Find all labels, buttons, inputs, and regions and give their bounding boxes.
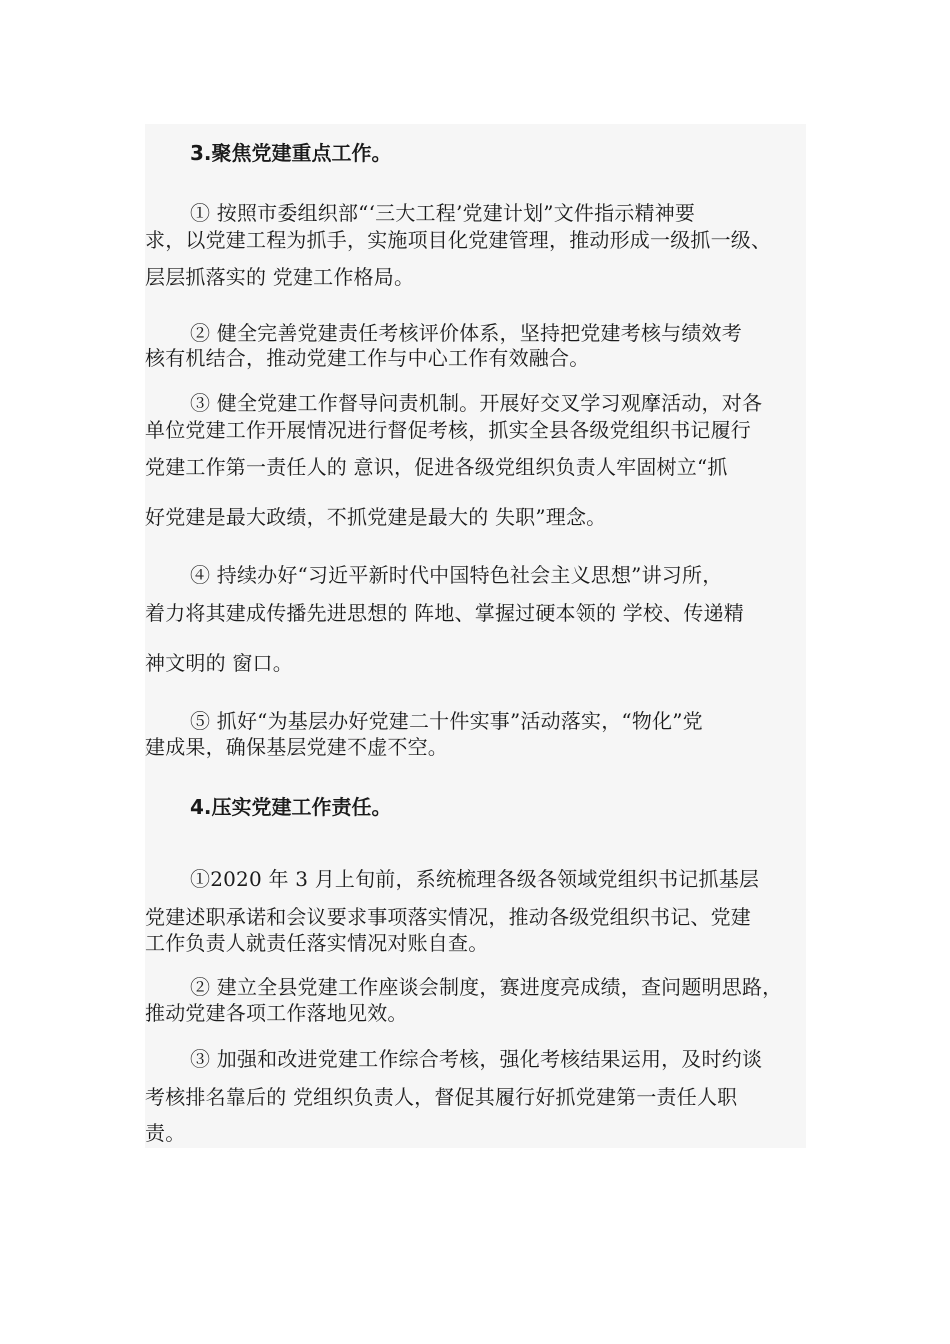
paragraph-line: 党建述职承诺和会议要求事项落实情况，推动各级党组织书记、党建 (145, 905, 751, 929)
paragraph-line: ⑤ 抓好“为基层办好党建二十件实事”活动落实，“物化”党 (190, 709, 703, 733)
paragraph-line: ② 健全完善党建责任考核评价体系，坚持把党建考核与绩效考 (190, 321, 742, 345)
paragraph-line: ④ 持续办好“习近平新时代中国特色社会主义思想”讲习所， (190, 563, 723, 587)
paragraph-line: 求，以党建工程为抓手，实施项目化党建管理，推动形成一级抓一级、 (145, 228, 772, 252)
paragraph-line: 神文明的 窗口。 (145, 651, 293, 675)
paragraph-line: 建成果，确保基层党建不虚不空。 (145, 735, 448, 759)
document-page-content (145, 124, 806, 1148)
paragraph-line: ③ 健全党建工作督导问责机制。开展好交叉学习观摩活动，对各 (190, 391, 763, 415)
paragraph-line: 核有机结合，推动党建工作与中心工作有效融合。 (145, 346, 590, 370)
paragraph-line: 责。 (145, 1121, 186, 1145)
paragraph-line: 好党建是最大政绩，不抓党建是最大的 失职”理念。 (145, 505, 607, 529)
section-3-heading: 3.聚焦党建重点工作。 (190, 141, 392, 165)
paragraph-line: ② 建立全县党建工作座谈会制度，赛进度亮成绩，查问题明思路， (190, 975, 783, 999)
paragraph-line: 层层抓落实的 党建工作格局。 (145, 265, 415, 289)
paragraph-line: 党建工作第一责任人的 意识，促进各级党组织负责人牢固树立“抓 (145, 455, 728, 479)
paragraph-line: ①2020 年 3 月上旬前，系统梳理各级各领域党组织书记抓基层 (190, 867, 760, 891)
section-4-heading: 4.压实党建工作责任。 (190, 795, 392, 819)
paragraph-line: 工作负责人就责任落实情况对账自查。 (145, 931, 489, 955)
paragraph-line: 着力将其建成传播先进思想的 阵地、掌握过硬本领的 学校、传递精 (145, 601, 744, 625)
paragraph-line: 推动党建各项工作落地见效。 (145, 1001, 408, 1025)
paragraph-line: ③ 加强和改进党建工作综合考核，强化考核结果运用，及时约谈 (190, 1047, 763, 1071)
paragraph-line: 考核排名靠后的 党组织负责人，督促其履行好抓党建第一责任人职 (145, 1085, 738, 1109)
paragraph-line: 单位党建工作开展情况进行督促考核，抓实全县各级党组织书记履行 (145, 418, 751, 442)
paragraph-line: ① 按照市委组织部“‘三大工程’党建计划”文件指示精神要 (190, 201, 696, 225)
